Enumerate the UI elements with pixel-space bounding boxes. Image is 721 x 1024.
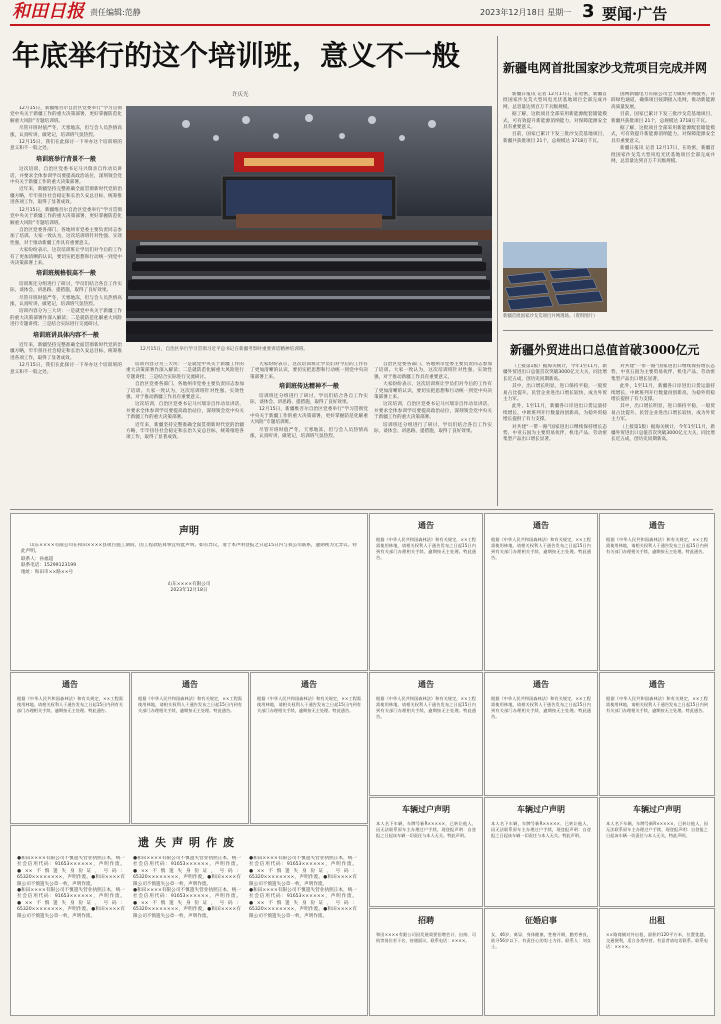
declaration-company: 山东××××有限公司 — [167, 582, 211, 588]
rent-box — [599, 908, 715, 1016]
lost-entries: ●和田××××有限公司不慎遗失营业执照正本，统一社会信用代码：91653××××××，声明作废。●××不慎遗失身份证，号码：65320××××××××，声明作废。●和田××××有限公司不慎遗失公章一枚，声明作废。 — [17, 888, 125, 919]
lead-paragraph: 培训班还分组进行了研讨，学员们结合各自工作实际，谈体会、讲思路、提措施，取得了良好效果。 — [10, 281, 122, 294]
subhead: 培训班规格很高不一般 — [35, 270, 96, 278]
rent-body: ××路商铺对外出租，面积约120平方米，位置优越，交通便利，适合各类经营。有意者请电话联系。联系电话：××××。 — [606, 932, 708, 949]
vehicle-notice-title: 车辆过户声明 — [517, 804, 565, 814]
subhead: 培训班举行背景不一般 — [35, 155, 96, 163]
declaration-date: 2023年12月18日 — [170, 588, 208, 594]
lead-paragraph: 培训内容分为三大块：一是就党中央关于新疆工作的重大决策部署作深入解读；二是就防范化解重大风险进行专题讲授；三是结合实际进行交流研讨。 — [126, 362, 244, 380]
notice-title: 通告 — [649, 679, 665, 689]
lead-paragraph: 12月15日，我们在此探讨一下举办这个培训班的意义和不一般之处。 — [10, 363, 122, 375]
declaration-body — [11, 543, 367, 595]
notice-box — [250, 672, 368, 824]
article-paragraph: 其中，出口增长明显，进口保持平稳，一般贸易占比提升。民营企业进出口增长较快，成为外贸主力军。 — [611, 404, 715, 423]
lead-column-3 — [250, 362, 368, 504]
column-rule — [497, 36, 498, 506]
lead-column-4 — [374, 362, 492, 504]
notice-box — [484, 513, 598, 671]
article-paragraph: 对共建“一带一路”国家进出口继续保持增长态势，中亚五国为主要贸易伙伴，机电产品、劳动密集型产品出口增长显著。 — [611, 364, 715, 382]
masthead-rule — [10, 24, 710, 26]
section-name: 要闻·广告 — [602, 5, 668, 23]
article-paragraph: 新疆日报讯 记者 12月17日，在哈密，新疆首批国家沙戈荒大型风电光伏基地项目全部完成并网，总容量达到百万千瓦级规模。 — [503, 92, 607, 110]
right-headline-2: 新疆外贸进出口总值首破3000亿元 — [510, 343, 700, 357]
ad-section-rule — [10, 509, 713, 510]
notice-title: 通告 — [418, 679, 434, 689]
vehicle-notice-title: 车辆过户声明 — [633, 804, 681, 814]
vehicle-notice-box — [599, 797, 715, 907]
notice-body: 根据《中华人民共和国森林法》和有关规定，××工程需使用林地，请相关权利人于通告发布之日起15日内到有关部门办理相关手续，逾期按无主处理。特此通告。 — [491, 696, 591, 719]
article-paragraph: 此外，1至11月，新疆各口岸进出口货运量持续增长，中欧班列开行数量再创新高，为稳外贸稳增长提供了有力支撑。 — [503, 404, 607, 423]
editor-credit: 责任编辑:范静 — [90, 8, 141, 17]
notice-body: 根据《中华人民共和国森林法》和有关规定，××工程需使用林地，请相关权利人于通告发布之日起15日内到有关部门办理相关手续，逾期按无主处理。特此通告。 — [257, 696, 361, 713]
declaration-text: 山东××××有限公司在和田××××县项目施工期间，因工程款结算事宜特此声明。如有异议，请于本声明登报之日起15日内与我公司联系，逾期视为无异议。特此声明。 — [21, 543, 357, 555]
right-article-1-col-1 — [503, 92, 607, 240]
vehicle-notice-body: 本人名下车辆，车牌号新R×××××，已转让他人，因无法联系原车主办理过户手续，现登报声明：自登报之日起该车辆一切责任与本人无关。特此声明。 — [491, 821, 591, 838]
lost-declarations-title: 遗失声明作废 — [138, 836, 240, 849]
lead-paragraph: 近年来，新疆坚持完整准确全面贯彻新时代党的治疆方略，牢牢扭住社会稳定和长治久安总目标，统筹推进各项工作，取得了显著成效。 — [126, 422, 244, 441]
notice-box — [484, 672, 598, 796]
recruitment-title: 招聘 — [418, 915, 434, 925]
notice-box — [369, 672, 483, 796]
notice-body: 根据《中华人民共和国森林法》和有关规定，××工程需使用林地，请相关权利人于通告发布之日起15日内到有关部门办理相关手续，逾期按无主处理。特此通告。 — [17, 696, 123, 713]
article-paragraph: 其中，出口增长明显，进口保持平稳，一般贸易占比提升。民营企业进出口增长较快，成为外贸主力军。 — [503, 384, 607, 403]
notice-box — [599, 513, 715, 671]
vehicle-notice-box — [369, 797, 483, 907]
lost-entries: ●和田××××有限公司不慎遗失营业执照正本，统一社会信用代码：91653××××××，声明作废。●××不慎遗失身份证，号码：65320××××××××，声明作废。●和田××××有限公司不慎遗失公章一枚，声明作废。 — [249, 888, 357, 919]
lead-paragraph: 自治区党委各部门、各地州市党委主要负责同志参加了培训。大家一致认为，这次培训班针对性强、实效性强，对于推动新疆工作具有重要意义。 — [126, 382, 244, 401]
recruitment-body: 和田××××有限公司因发展需要招聘会计、出纳、司机等岗位若干名，待遇面议。联系电话：××××。 — [376, 932, 476, 943]
vehicle-notice-body: 本人名下车辆，车牌号新R×××××，已转让他人，因无法联系原车主办理过户手续，现登报声明：自登报之日起该车辆一切责任与本人无关。特此声明。 — [606, 821, 708, 838]
lead-paragraph: 这次培训，自治区党委书记马兴瑞亲自作动员讲话，并要求全体参训学员要提高政治站位，深刻领会党中央关于新疆工作的重大决策部署。 — [126, 402, 244, 421]
notice-title: 通告 — [62, 679, 78, 689]
paper-name: 和田日报 — [12, 1, 84, 22]
notice-body: 根据《中华人民共和国森林法》和有关规定，××工程需使用林地，请相关权利人于通告发布之日起15日内到有关部门办理相关手续，逾期按无主处理。特此通告。 — [376, 696, 476, 719]
notice-title: 通告 — [301, 679, 317, 689]
lead-paragraph: 尽管开班时值严冬，天寒地冻，但与会人员热情高涨，认真听讲，做笔记，培训班气氛热烈。 — [10, 126, 122, 138]
notice-title: 通告 — [649, 520, 665, 530]
notice-title: 通告 — [418, 520, 434, 530]
solar-field-illustration — [503, 242, 607, 312]
issue-date: 2023年12月18日 星期一 — [480, 8, 572, 17]
lost-entries: ●和田××××有限公司不慎遗失营业执照正本，统一社会信用代码：91653××××××，声明作废。●××不慎遗失身份证，号码：65320××××××××，声明作废。●和田××××有限公司不慎遗失公章一枚，声明作废。 — [133, 888, 241, 919]
photo-caption: 12月15日，自治区举行学习贯彻习近平总书记在新疆考察时重要讲话精神培训班。 — [140, 347, 308, 352]
notice-body: 根据《中华人民共和国森林法》和有关规定，××工程需使用林地，请相关权利人于通告发布之日起15日内到有关部门办理相关手续，逾期按无主处理。特此通告。 — [376, 537, 476, 560]
article-paragraph: 目前，国家已累计下发三批沙戈荒基地项目，新疆共获批项目 21个，总规模达 3718万千瓦。 — [503, 132, 607, 144]
lead-paragraph: 自治区党委各部门、各地州市党委主要负责同志参加了培训。大家一致认为，这次培训班针对性强、实效性强，对于推动新疆工作具有重要意义。 — [10, 227, 122, 246]
lead-paragraph: 尽管开班时值严冬，天寒地冻，但与会人员热情高涨，认真听讲，做笔记，培训班气氛热烈。 — [10, 295, 122, 307]
article-paragraph: 国网新疆电力有限公司全力做好并网服务，开辟绿色通道，确保项目按期接入电网，推动新能源高质量发展。 — [611, 92, 715, 110]
lead-paragraph: 12月15日，新疆维吾尔自治区党委举行“学习贯彻党中央关于新疆工作的重大决策部署，更好掌握防范化解重大风险”专题培训班。 — [10, 106, 122, 124]
recruitment-box — [369, 908, 483, 1016]
declaration-box-main — [10, 513, 368, 671]
notice-body: 根据《中华人民共和国森林法》和有关规定，××工程需使用林地，请相关权利人于通告发布之日起15日内到有关部门办理相关手续，逾期按无主处理。特此通告。 — [138, 696, 242, 713]
lead-paragraph: 近年来，新疆坚持完整准确全面贯彻新时代党的治疆方略，牢牢扭住社会稳定和长治久安总目标，统筹推进各项工作，取得了显著成效。 — [10, 343, 122, 361]
article-paragraph: 新疆日报讯 记者 12月17日，在哈密，新疆首批国家沙戈荒大型风电光伏基地项目全部完成并网，总容量达到百万千瓦级规模。 — [611, 146, 715, 165]
notice-body: 根据《中华人民共和国森林法》和有关规定，××工程需使用林地，请相关权利人于通告发布之日起15日内到有关部门办理相关手续，逾期按无主处理。特此通告。 — [606, 537, 708, 554]
conference-hall-illustration — [126, 106, 492, 342]
solar-photo — [503, 242, 607, 312]
vehicle-notice-title: 车辆过户声明 — [402, 804, 450, 814]
lead-column-1 — [10, 106, 122, 504]
declaration-contact: 联系人：孙福超 — [21, 556, 54, 562]
lead-paragraph: 12月15日，新疆维吾尔自治区党委举行“学习贯彻党中央关于新疆工作的重大决策部署，更好掌握防范化解重大风险”专题培训班。 — [10, 207, 122, 226]
article-divider — [503, 330, 713, 331]
notice-box — [131, 672, 249, 824]
right-article-2-col-1 — [503, 364, 607, 506]
article-paragraph: 目前，国家已累计下发三批沙戈荒基地项目，新疆共获批项目 21个，总规模达 3718万千瓦。 — [611, 112, 715, 124]
notice-box — [10, 672, 130, 824]
marriage-body: 女，46岁，离异，身体健康，性格开朗，勤劳善良，欲寻56岁以下、有责任心的男士为伴。联系人：刘女士。 — [491, 932, 591, 949]
lead-paragraph: 自治区党委各部门、各地州市党委主要负责同志参加了培训。大家一致认为，这次培训班针对性强、实效性强，对于推动新疆工作具有重要意义。 — [374, 362, 492, 380]
lead-paragraph: 培训内容分为三大块：一是就党中央关于新疆工作的重大决策部署作深入解读；二是就防范化解重大风险进行专题讲授；三是结合实际进行交流研讨。 — [10, 309, 122, 328]
vehicle-notice-body: 本人名下车辆，车牌号新R×××××，已转让他人，因无法联系原车主办理过户手续，现登报声明：自登报之日起该车辆一切责任与本人无关。特此声明。 — [376, 821, 476, 838]
lead-paragraph: 尽管开班时值严冬，天寒地冻，但与会人员热情高涨，认真听讲，做笔记，培训班气氛热烈。 — [250, 427, 368, 440]
article-paragraph: （上接第1版）据海关统计，今年1至11月，新疆外贸进出口总值首次突破3000亿元大关，同比增长近五成，创历史同期新高。 — [503, 364, 607, 382]
notice-title: 通告 — [533, 679, 549, 689]
lost-entries: ●和田××××有限公司不慎遗失营业执照正本，统一社会信用代码：91653××××××，声明作废。●××不慎遗失身份证，号码：65320××××××××，声明作废。●和田××××有限公司不慎遗失公章一枚，声明作废。 — [249, 856, 357, 887]
right-article-2-col-2 — [611, 364, 715, 506]
lost-declarations-box — [10, 825, 368, 1016]
article-paragraph: 据了解，这批项目全部采用新能源配套储能模式，可有效提升新能源消纳能力，对保障能源安全具有重要意义。 — [611, 126, 715, 144]
page-number: 3 — [582, 1, 595, 22]
notice-body: 根据《中华人民共和国森林法》和有关规定，××工程需使用林地，请相关权利人于通告发布之日起15日内到有关部门办理相关手续，逾期按无主处理。特此通告。 — [491, 537, 591, 560]
vehicle-notice-box — [484, 797, 598, 907]
subhead: 培训班传达精神不一般 — [278, 383, 339, 391]
declaration-title: 声明 — [179, 526, 199, 537]
lead-paragraph: 大家纷纷表示，这次培训班让学员们对今后的工作有了更加清晰的认识，要切实把思想和行动统一到党中央决策部署上来。 — [374, 382, 492, 401]
solar-caption: 新疆首批国家沙戈荒项目并网现场。（资料图片） — [503, 314, 598, 319]
notice-title: 通告 — [182, 679, 198, 689]
conference-photo — [126, 106, 492, 342]
lost-entries: ●和田××××有限公司不慎遗失营业执照正本，统一社会信用代码：91653××××××，声明作废。●××不慎遗失身份证，号码：65320××××××××，声明作废。●和田××××有限公司不慎遗失公章一枚，声明作废。 — [133, 856, 241, 887]
notice-box — [599, 672, 715, 796]
marriage-box — [484, 908, 598, 1016]
article-paragraph: 据了解，这批项目全部采用新能源配套储能模式，可有效提升新能源消纳能力，对保障能源安全具有重要意义。 — [503, 112, 607, 131]
lead-author: 许庆光 — [232, 92, 249, 98]
lead-paragraph: 培训班还分组进行了研讨，学员们结合各自工作实际，谈体会、讲思路、提措施，取得了良好效果。 — [374, 422, 492, 435]
lead-paragraph: 培训班还分组进行了研讨，学员们结合各自工作实际，谈体会、讲思路、提措施，取得了良好效果。 — [250, 393, 368, 406]
lead-paragraph: 这次培训，自治区党委书记马兴瑞亲自作动员讲话，并要求全体参训学员要提高政治站位，深刻领会党中央关于新疆工作的重大决策部署。 — [374, 402, 492, 421]
article-paragraph: （上接第1版）据海关统计，今年1至11月，新疆外贸进出口总值首次突破3000亿元大关，同比增长近五成，创历史同期新高。 — [611, 424, 715, 443]
lead-paragraph: 近年来，新疆坚持完整准确全面贯彻新时代党的治疆方略，牢牢扭住社会稳定和长治久安总目标，统筹推进各项工作，取得了显著成效。 — [10, 187, 122, 206]
notice-box — [369, 513, 483, 671]
lead-column-2 — [126, 362, 244, 504]
notice-body: 根据《中华人民共和国森林法》和有关规定，××工程需使用林地，请相关权利人于通告发布之日起15日内到有关部门办理相关手续，逾期按无主处理。特此通告。 — [606, 696, 708, 713]
lead-paragraph: 大家纷纷表示，这次培训班让学员们对今后的工作有了更加清晰的认识，要切实把思想和行动统一到党中央决策部署上来。 — [250, 362, 368, 380]
lead-paragraph: 大家纷纷表示，这次培训班让学员们对今后的工作有了更加清晰的认识，要切实把思想和行动统一到党中央决策部署上来。 — [10, 248, 122, 266]
lead-paragraph: 12月15日，新疆维吾尔自治区党委举行“学习贯彻党中央关于新疆工作的重大决策部署，更好掌握防范化解重大风险”专题培训班。 — [250, 407, 368, 426]
marriage-title: 征婚启事 — [525, 915, 557, 925]
declaration-phone: 联系电话：15299123199 — [21, 563, 77, 569]
lead-paragraph: 这次培训，自治区党委书记马兴瑞亲自作动员讲话，并要求全体参训学员要提高政治站位，深刻领会党中央关于新疆工作的重大决策部署。 — [10, 167, 122, 186]
right-article-1-col-2 — [611, 92, 715, 292]
subhead: 培训班讲具体内容不一般 — [32, 331, 99, 339]
lead-paragraph: 12月15日，我们在此探讨一下举办这个培训班的意义和不一般之处。 — [10, 140, 122, 152]
right-headline-1: 新疆电网首批国家沙戈荒项目完成并网 — [503, 61, 708, 75]
lost-col-2 — [133, 856, 241, 1010]
declaration-address: 地址：和田市××路××号 — [21, 569, 74, 575]
lost-entries: ●和田××××有限公司不慎遗失营业执照正本，统一社会信用代码：91653××××××，声明作废。●××不慎遗失身份证，号码：65320××××××××，声明作废。●和田××××有限公司不慎遗失公章一枚，声明作废。 — [17, 856, 125, 887]
lost-col-1 — [17, 856, 125, 1010]
masthead — [0, 0, 721, 26]
article-paragraph: 此外，1至11月，新疆各口岸进出口货运量持续增长，中欧班列开行数量再创新高，为稳外贸稳增长提供了有力支撑。 — [611, 384, 715, 403]
notice-title: 通告 — [533, 520, 549, 530]
lost-col-3 — [249, 856, 357, 1010]
article-paragraph: 对共建“一带一路”国家进出口继续保持增长态势，中亚五国为主要贸易伙伴，机电产品、劳动密集型产品出口增长显著。 — [503, 424, 607, 443]
rent-title: 出租 — [649, 915, 665, 925]
lead-headline: 年底举行的这个培训班，意义不一般 — [12, 39, 461, 72]
